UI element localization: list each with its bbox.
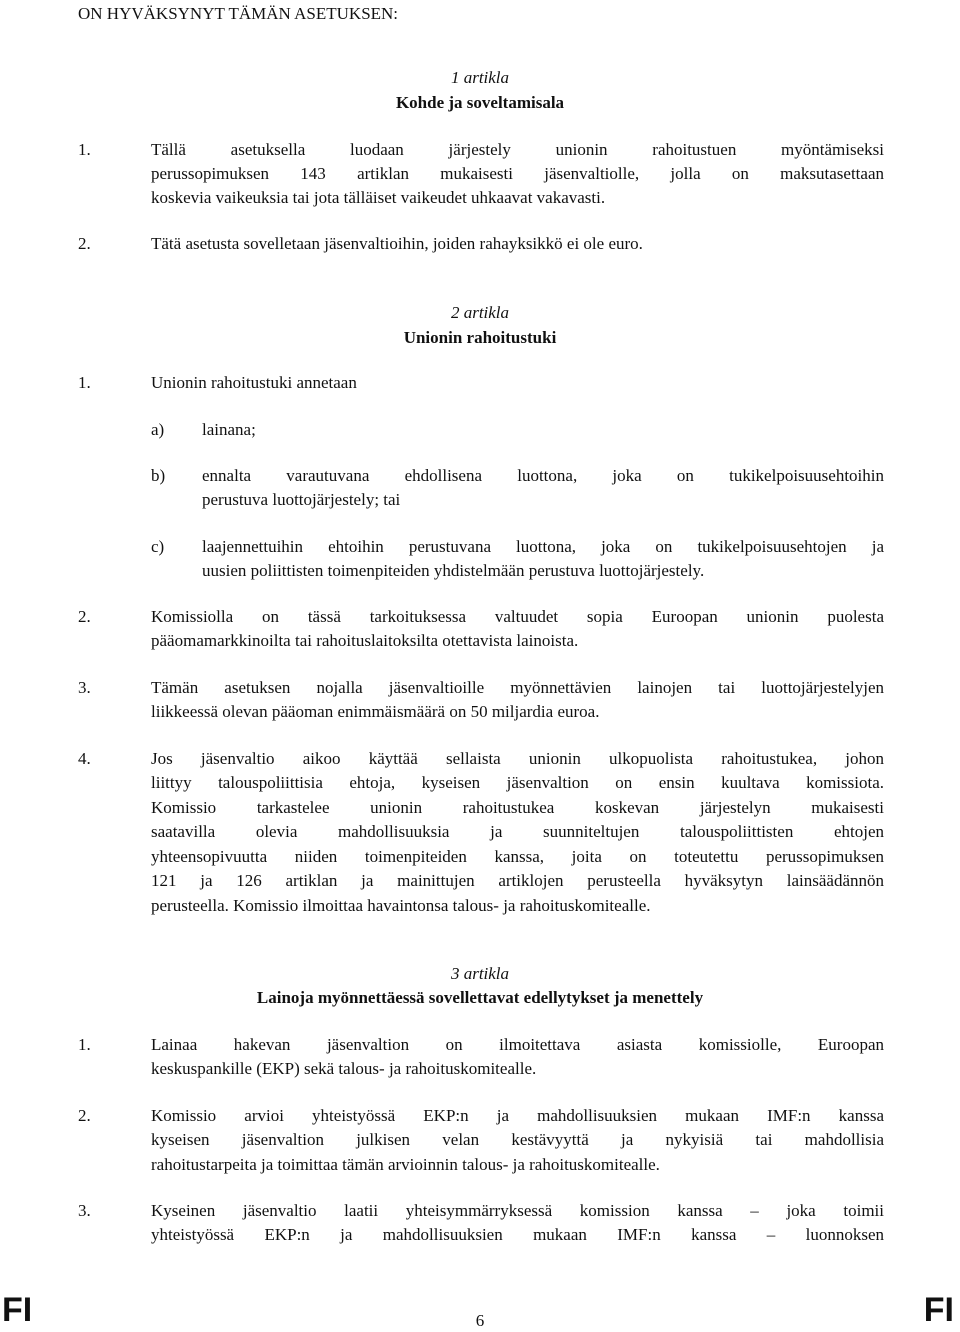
art3-para2-number: 2.: [78, 1106, 91, 1125]
art2-para4-line7: perusteella. Komissio ilmoittaa havaintonsa talous- ja rahoituskomitealle.: [151, 896, 651, 915]
article-3-number: 3 artikla: [450, 964, 510, 983]
page-number: 6: [475, 1311, 485, 1330]
art2-para4-line5: yhteensopivuutta niiden toimenpiteiden kanssa, joita on toteutettu perussopimuksen: [151, 847, 884, 866]
article-2-title: Unionin rahoitustuki: [403, 328, 557, 347]
art2-point-b-line1: ennalta varautuvana ehdollisena luottona, joka on tukikelpoisuusehtoihin: [202, 466, 884, 485]
art2-para1-text: Unionin rahoitustuki annetaan: [151, 373, 357, 392]
article-2-number: 2 artikla: [450, 303, 510, 322]
footer-language-code-right: FI: [923, 1291, 954, 1329]
art2-para2-number: 2.: [78, 607, 91, 626]
art2-point-b-line2: perustuva luottojärjestely; tai: [202, 490, 401, 509]
article-1-title: Kohde ja soveltamisala: [395, 93, 565, 112]
art3-para1-line2: keskuspankille (EKP) sekä talous- ja rahoituskomitealle.: [151, 1059, 537, 1078]
art2-point-c-line1: laajennettuihin ehtoihin perustuvana luottona, joka on tukikelpoisuusehtojen ja: [202, 537, 884, 556]
preamble-closing: ON HYVÄKSYNYT TÄMÄN ASETUKSEN:: [78, 4, 399, 23]
art3-para1-number: 1.: [78, 1035, 91, 1054]
art2-point-c-label: c): [151, 537, 165, 556]
art3-para2-line2: kyseisen jäsenvaltion julkisen velan kestävyyttä ja nykyisiä tai mahdollisia: [151, 1130, 884, 1149]
art2-para4-line6: 121 ja 126 artiklan ja mainittujen artiklojen perusteella hyväksytyn lainsäädännön: [151, 871, 884, 890]
art2-point-a-label: a): [151, 420, 165, 439]
art1-para1-line1: Tällä asetuksella luodaan järjestely unionin rahoitustuen myöntämiseksi: [151, 140, 884, 159]
footer-language-code-left: FI: [2, 1291, 33, 1329]
art2-para3-number: 3.: [78, 678, 91, 697]
art3-para3-line1: Kyseinen jäsenvaltio laatii yhteisymmärryksessä komission kanssa – joka toimii: [151, 1201, 884, 1220]
art2-para4-line1: Jos jäsenvaltio aikoo käyttää sellaista unionin ulkopuolista rahoitustukea, johon: [151, 749, 884, 768]
article-3-title: Lainoja myönnettäessä sovellettavat edellytykset ja menettely: [256, 988, 704, 1007]
art2-para3-line2: liikkeessä olevan pääoman enimmäismäärä on 50 miljardia euroa.: [151, 702, 600, 721]
art1-para1-line3: koskevia vaikeuksia tai jota tälläiset vaikeudet uhkaavat vakavasti.: [151, 188, 606, 207]
art3-para3-number: 3.: [78, 1201, 91, 1220]
art2-para4-number: 4.: [78, 749, 91, 768]
article-1-number: 1 artikla: [450, 68, 510, 87]
art2-point-b-label: b): [151, 466, 166, 485]
art2-para2-line1: Komissiolla on tässä tarkoituksessa valtuudet sopia Euroopan unionin puolesta: [151, 607, 884, 626]
art1-para1-number: 1.: [78, 140, 91, 159]
art1-para1-line2: perussopimuksen 143 artiklan mukaisesti jäsenvaltiolle, jolla on maksutasettaan: [151, 164, 884, 183]
art2-para3-line1: Tämän asetuksen nojalla jäsenvaltioille myönnettävien lainojen tai luottojärjestelyjen: [151, 678, 884, 697]
art3-para3-line2: yhteistyössä EKP:n ja mahdollisuuksien mukaan IMF:n kanssa – luonnoksen: [151, 1225, 884, 1244]
art2-para4-line3: Komissio tarkastelee unionin rahoitustukea koskevan järjestelyn mukaisesti: [151, 798, 884, 817]
art3-para2-line3: rahoitustarpeita ja toimittaa tämän arvioinnin talous- ja rahoituskomitealle.: [151, 1155, 660, 1174]
art2-para4-line2: liittyy talouspoliittisia ehtoja, kyseisen jäsenvaltion on ensin kuultava komissiota.: [151, 773, 884, 792]
art2-point-a-text: lainana;: [202, 420, 256, 439]
art3-para2-line1: Komissio arvioi yhteistyössä EKP:n ja mahdollisuuksien mukaan IMF:n kanssa: [151, 1106, 884, 1125]
art3-para1-line1: Lainaa hakevan jäsenvaltion on ilmoitettava asiasta komissiolle, Euroopan: [151, 1035, 884, 1054]
art2-para1-number: 1.: [78, 373, 91, 392]
art1-para2-number: 2.: [78, 234, 91, 253]
art2-para4-line4: saatavilla olevia mahdollisuuksia ja suunniteltujen talouspoliittisten ehtojen: [151, 822, 884, 841]
art2-para2-line2: pääomamarkkinoilta tai rahoituslaitoksilta otettavista lainoista.: [151, 631, 579, 650]
art2-point-c-line2: uusien poliittisten toimenpiteiden yhdistelmään perustuva luottojärjestely.: [202, 561, 705, 580]
art1-para2-text: Tätä asetusta sovelletaan jäsenvaltioihin, joiden rahayksikkö ei ole euro.: [151, 234, 643, 253]
